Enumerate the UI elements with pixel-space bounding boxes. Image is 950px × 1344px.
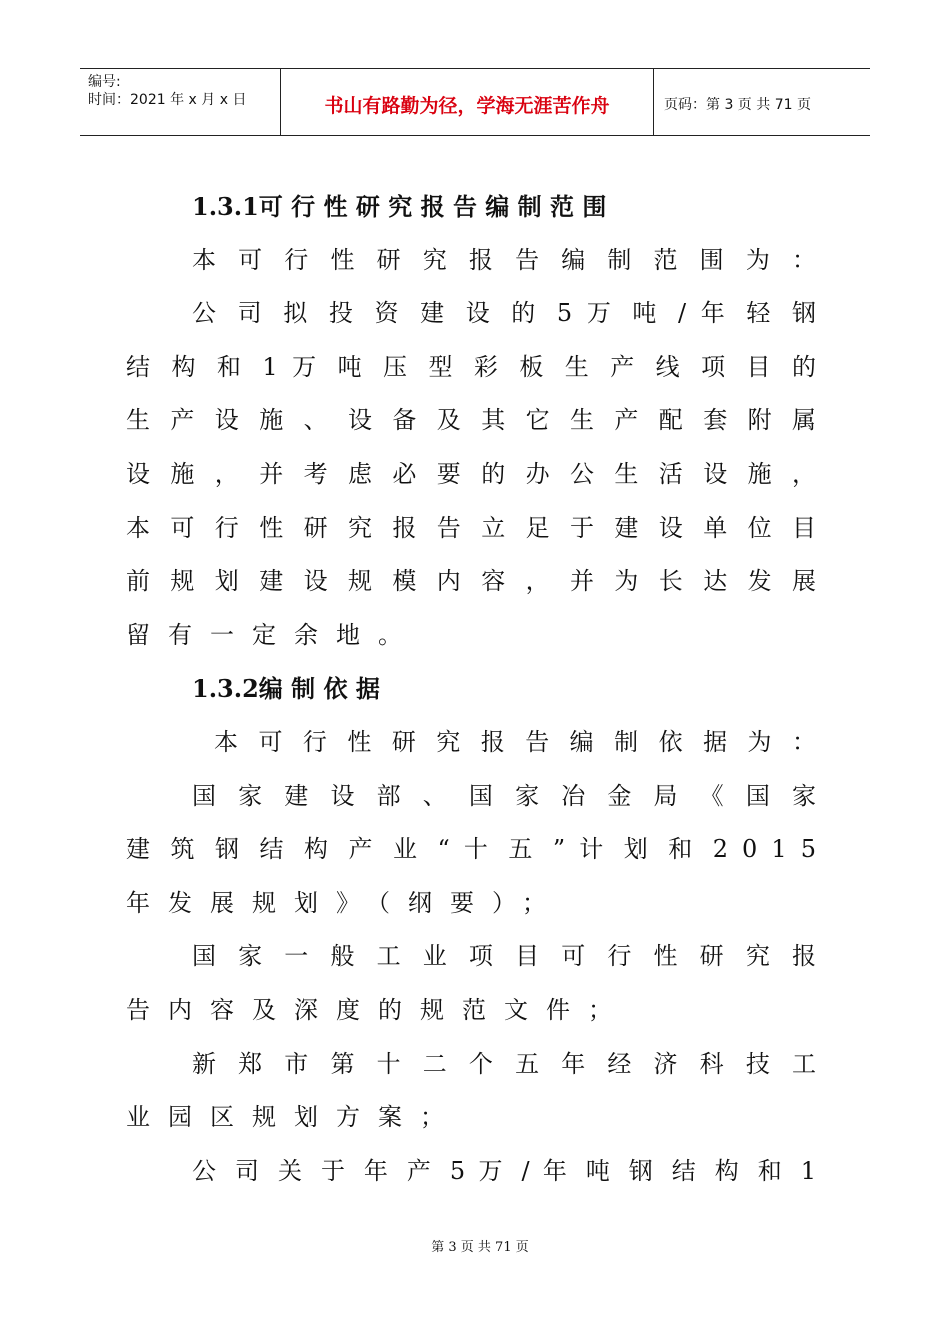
paragraph-line: 公 司 拟 投 资 建 设 的 5 万 吨 / 年 轻 钢 [192, 299, 816, 328]
header-page-info: 页码：第 3 页 共 71 页 [664, 97, 811, 113]
section-heading-basis: 1.3.2编 制 依 据 [192, 674, 380, 704]
paragraph-line: 设 施 ， 并 考 虑 必 要 的 办 公 生 活 设 施 ， [126, 459, 816, 488]
page-header [80, 68, 870, 136]
paragraph-line: 本 可 行 性 研 究 报 告 编 制 范 围 为 ： [192, 245, 816, 274]
paragraph-line: 国 家 建 设 部 、 国 家 冶 金 局 《 国 家 [192, 781, 816, 810]
page-footer: 第 3 页 共 71 页 [431, 1240, 529, 1255]
paragraph-line: 留有一定余地。 [126, 620, 420, 649]
header-meta [80, 69, 281, 135]
paragraph-line: 生 产 设 施 、 设 备 及 其 它 生 产 配 套 附 属 [126, 406, 816, 435]
header-motto: 书山有路勤为径，学海无涯苦作舟 [281, 69, 654, 135]
number-label: 编号: [88, 74, 121, 90]
paragraph-line: 告内容及深度的规范文件； [126, 995, 630, 1024]
paragraph-line: 业园区规划方案； [126, 1103, 462, 1132]
paragraph-line: 新 郑 市 第 十 二 个 五 年 经 济 科 技 工 [192, 1049, 816, 1078]
document-body [126, 180, 816, 1198]
paragraph-line: 年发展规划》（纲要）； [126, 888, 564, 917]
paragraph-line: 前 规 划 建 设 规 模 内 容 ， 并 为 长 达 发 展 [126, 567, 816, 596]
section-heading-scope: 1.3.1可 行 性 研 究 报 告 编 制 范 围 [192, 192, 607, 221]
time-label: 时间：2021 年 x 月 x 日 [88, 92, 247, 108]
paragraph-line: 本 可 行 性 研 究 报 告 立 足 于 建 设 单 位 目 [126, 513, 816, 542]
paragraph-line: 本 可 行 性 研 究 报 告 编 制 依 据 为 ： [214, 727, 816, 756]
paragraph-line: 公 司 关 于 年 产 5 万 / 年 吨 钢 结 构 和 1 [192, 1156, 816, 1185]
paragraph-line: 结 构 和 1 万 吨 压 型 彩 板 生 产 线 项 目 的 [126, 352, 816, 381]
paragraph-line: 国 家 一 般 工 业 项 目 可 行 性 研 究 报 [192, 942, 816, 971]
paragraph-line: 建 筑 钢 结 构 产 业 “ 十 五 ” 计 划 和 2 0 1 5 [126, 835, 816, 864]
